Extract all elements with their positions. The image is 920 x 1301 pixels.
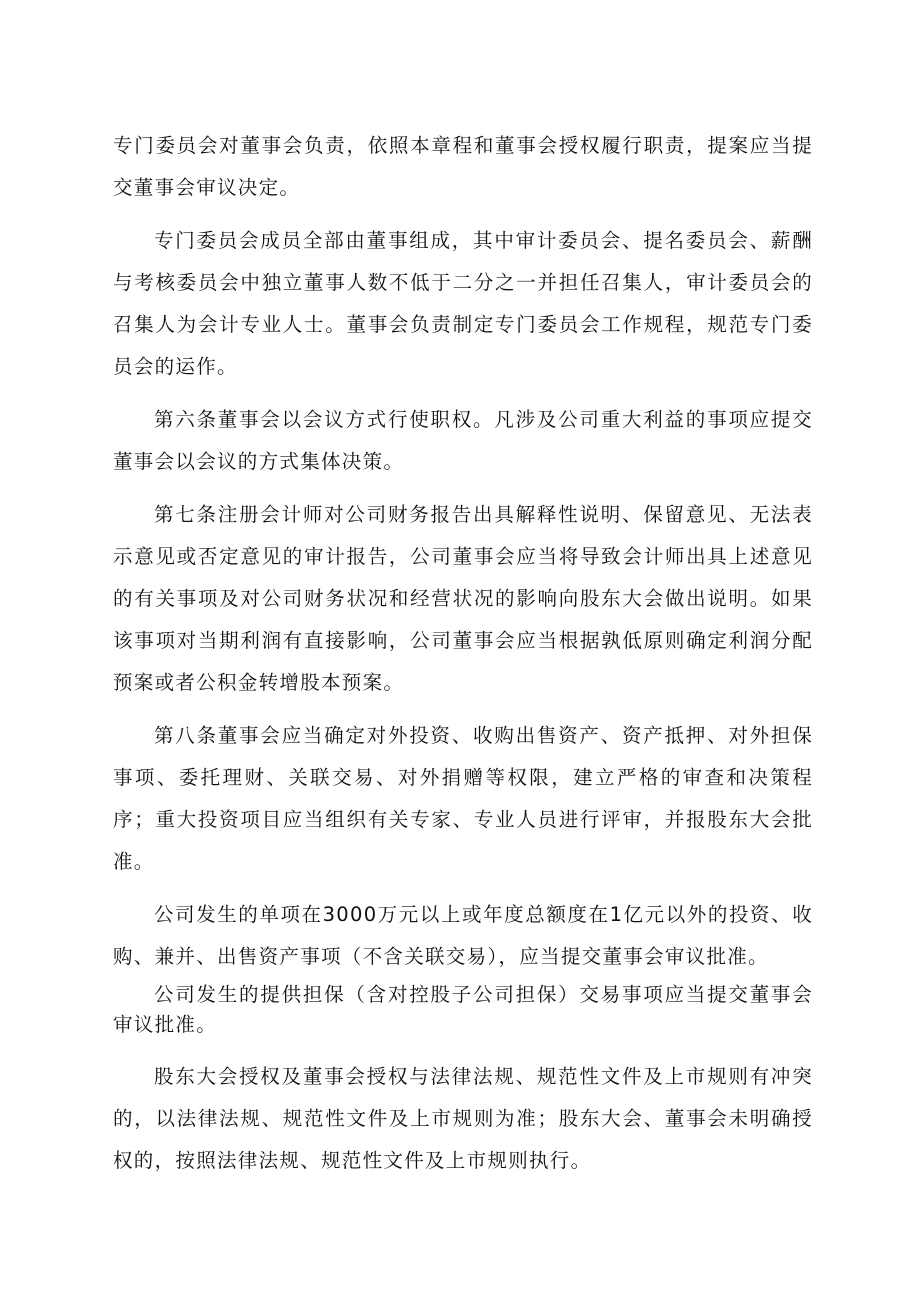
paragraph-single-transaction-limit: 公司发生的单项在3000万元以上或年度总额度在1亿元以外的投资、收购、兼并、出售资产事项（不含关联交易），应当提交董事会审议批准。	[113, 903, 813, 968]
paragraph-guarantee-approval: 公司发生的提供担保（含对控股子公司担保）交易事项应当提交董事会审议批准。	[113, 983, 813, 1036]
document-body	[113, 125, 813, 1182]
paragraph-article-7: 第七条注册会计师对公司财务报告出具解释性说明、保留意见、无法表示意见或否定意见的审计报告，公司董事会应当将导致会计师出具上述意见的有关事项及对公司财务状况和经营状况的影响向股东大会做出说明。如果该事项对当期利润有直接影响，公司董事会应当根据孰低原则确定利润分配预案或者公积金转增股本预案。	[113, 503, 813, 694]
paragraph-article-8: 第八条董事会应当确定对外投资、收购出售资产、资产抵押、对外担保事项、委托理财、关联交易、对外捐赠等权限，建立严格的审查和决策程序；重大投资项目应当组织有关专家、专业人员进行评审，并报股东大会批准。	[113, 724, 813, 873]
paragraph-committee-members: 专门委员会成员全部由董事组成，其中审计委员会、提名委员会、薪酬与考核委员会中独立董事人数不低于二分之一并担任召集人，审计委员会的召集人为会计专业人士。董事会负责制定专门委员会工作规程，规范专门委员会的运作。	[113, 229, 813, 378]
paragraph-article-6: 第六条董事会以会议方式行使职权。凡涉及公司重大利益的事项应提交董事会以会议的方式集体决策。	[113, 408, 813, 473]
paragraph-authorization-conflict: 股东大会授权及董事会授权与法律法规、规范性文件及上市规则有冲突的，以法律法规、规范性文件及上市规则为准；股东大会、董事会未明确授权的，按照法律法规、规范性文件及上市规则执行。	[113, 1065, 813, 1172]
paragraph-committee-duties: 专门委员会对董事会负责，依照本章程和董事会授权履行职责，提案应当提交董事会审议决定。	[113, 134, 813, 199]
